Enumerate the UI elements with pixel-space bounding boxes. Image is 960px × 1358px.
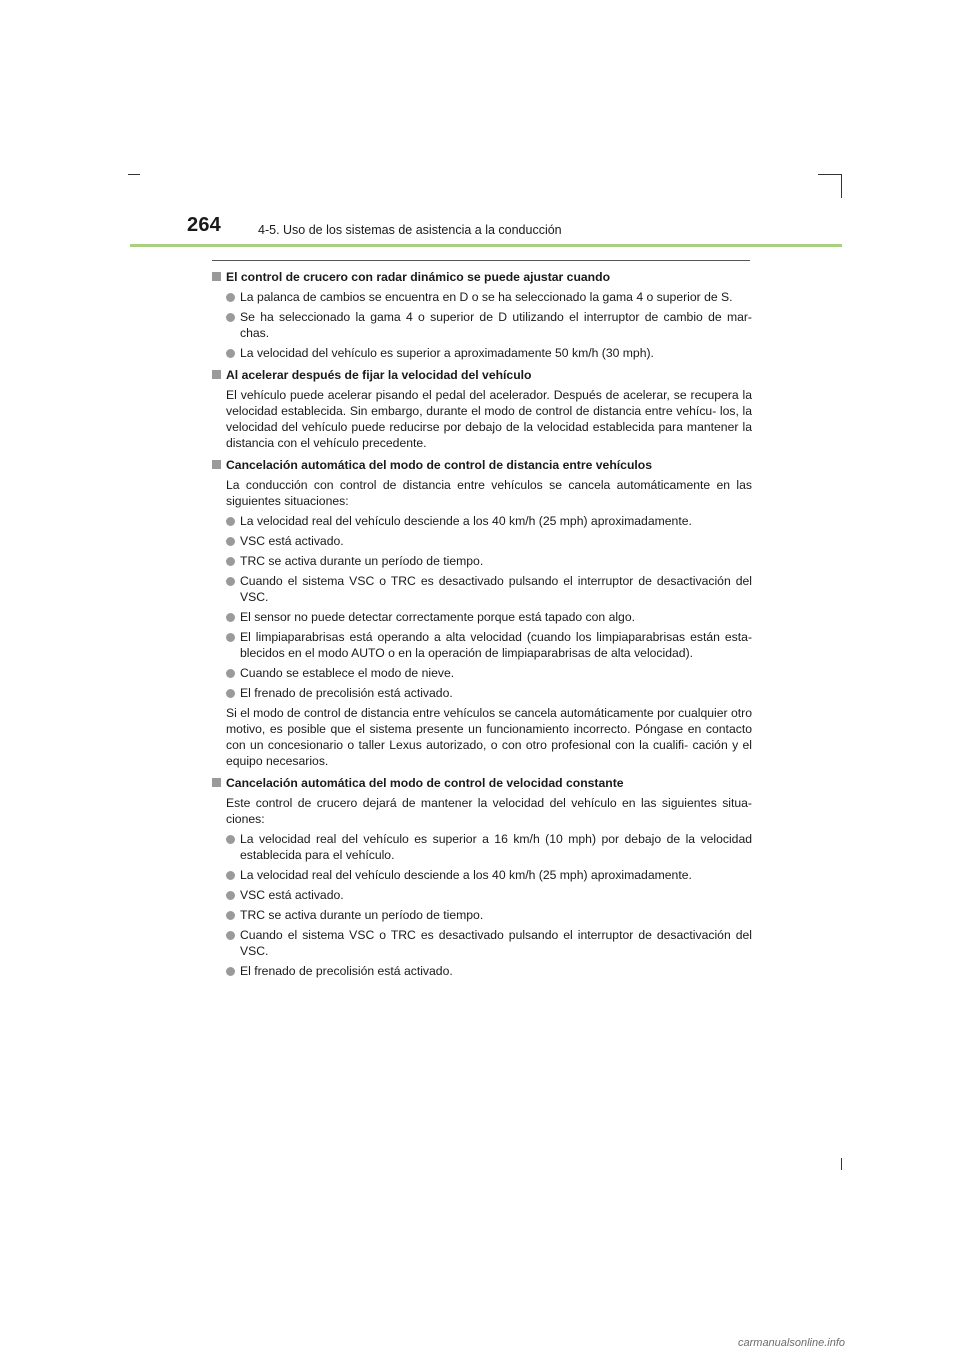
paragraph: La conducción con control de distancia entre vehículos se cancela automáticamente en las siguientes situaciones:	[226, 478, 752, 508]
circle-bullet-icon	[226, 891, 235, 900]
crop-mark-top-right-h	[818, 174, 842, 175]
section-heading	[212, 457, 752, 473]
list-item	[226, 513, 752, 529]
list-item-text: La velocidad del vehículo es superior a aproximadamente 50 km/h (30 mph).	[240, 346, 654, 360]
list-item	[226, 831, 752, 863]
content-body	[212, 269, 752, 983]
circle-bullet-icon	[226, 911, 235, 920]
square-bullet-icon	[212, 370, 221, 379]
watermark: carmanualsonline.info	[738, 1337, 846, 1349]
list-item	[226, 533, 752, 549]
circle-bullet-icon	[226, 349, 235, 358]
crop-mark-top-left	[128, 174, 140, 175]
list-item-text: El limpiaparabrisas está operando a alta velocidad (cuando los limpiaparabrisas están esta- blecidos en el modo AUTO o en la operación de limpiaparabrisas de alta velocidad).	[240, 630, 752, 660]
list-item	[226, 963, 752, 979]
list-item	[226, 345, 752, 361]
list-item	[226, 553, 752, 569]
circle-bullet-icon	[226, 669, 235, 678]
crop-mark-bottom-right	[841, 1158, 842, 1170]
list-item	[226, 573, 752, 605]
section-heading	[212, 367, 752, 383]
circle-bullet-icon	[226, 537, 235, 546]
list-item-text: TRC se activa durante un período de tiempo.	[240, 908, 484, 922]
circle-bullet-icon	[226, 633, 235, 642]
list-item	[226, 289, 752, 305]
list-item-text: VSC está activado.	[240, 888, 344, 902]
page-number: 264	[187, 214, 221, 236]
list-item	[226, 629, 752, 661]
circle-bullet-icon	[226, 871, 235, 880]
list-item-text: Cuando el sistema VSC o TRC es desactivado pulsando el interruptor de desactivación del VSC.	[240, 928, 752, 958]
heading-text: Al acelerar después de fijar la velocidad del vehículo	[226, 368, 532, 382]
list-item-text: La palanca de cambios se encuentra en D o se ha seleccionado la gama 4 o superior de S.	[240, 290, 733, 304]
circle-bullet-icon	[226, 931, 235, 940]
circle-bullet-icon	[226, 557, 235, 566]
list-item-text: La velocidad real del vehículo desciende a los 40 km/h (25 mph) aproximadamente.	[240, 514, 692, 528]
list-item-text: VSC está activado.	[240, 534, 344, 548]
square-bullet-icon	[212, 778, 221, 787]
heading-text: Cancelación automática del modo de control de velocidad constante	[226, 776, 624, 790]
circle-bullet-icon	[226, 689, 235, 698]
list-item-text: La velocidad real del vehículo desciende a los 40 km/h (25 mph) aproximadamente.	[240, 868, 692, 882]
list-item	[226, 887, 752, 903]
circle-bullet-icon	[226, 835, 235, 844]
section-heading	[212, 775, 752, 791]
list-item	[226, 609, 752, 625]
square-bullet-icon	[212, 272, 221, 281]
list-item-text: Se ha seleccionado la gama 4 o superior de D utilizando el interruptor de cambio de mar- chas.	[240, 310, 752, 340]
circle-bullet-icon	[226, 613, 235, 622]
heading-text: Cancelación automática del modo de control de distancia entre vehículos	[226, 458, 652, 472]
heading-text: El control de crucero con radar dinámico se puede ajustar cuando	[226, 270, 611, 284]
list-item-text: El frenado de precolisión está activado.	[240, 686, 453, 700]
paragraph: El vehículo puede acelerar pisando el pedal del acelerador. Después de acelerar, se recupera la velocidad establecida. Sin embargo, durante el modo de control de distancia entre vehícu- los, la velocidad del vehículo puede reducirse por debajo de la velocidad establecida para mantener la distancia con el vehículo precedente.	[226, 388, 752, 450]
crop-mark-top-right-v	[841, 174, 842, 198]
paragraph: Este control de crucero dejará de mantener la velocidad del vehículo en las siguientes situa- ciones:	[226, 796, 752, 826]
circle-bullet-icon	[226, 577, 235, 586]
section-heading	[212, 269, 752, 285]
circle-bullet-icon	[226, 517, 235, 526]
circle-bullet-icon	[226, 967, 235, 976]
list-item-text: El frenado de precolisión está activado.	[240, 964, 453, 978]
circle-bullet-icon	[226, 313, 235, 322]
header-rule	[130, 244, 842, 247]
list-item	[226, 309, 752, 341]
content-rule	[212, 260, 750, 261]
list-item-text: Cuando se establece el modo de nieve.	[240, 666, 455, 680]
list-item-text: La velocidad real del vehículo es superior a 16 km/h (10 mph) por debajo de la velocidad establecida para el vehículo.	[240, 832, 752, 862]
list-item	[226, 665, 752, 681]
list-item	[226, 685, 752, 701]
list-item	[226, 867, 752, 883]
list-item-text: Cuando el sistema VSC o TRC es desactivado pulsando el interruptor de desactivación del VSC.	[240, 574, 752, 604]
list-item	[226, 927, 752, 959]
list-item-text: El sensor no puede detectar correctamente porque está tapado con algo.	[240, 610, 635, 624]
square-bullet-icon	[212, 460, 221, 469]
circle-bullet-icon	[226, 293, 235, 302]
section-title: 4-5. Uso de los sistemas de asistencia a la conducción	[258, 223, 562, 237]
paragraph: Si el modo de control de distancia entre vehículos se cancela automáticamente por cualquier otro motivo, es posible que el sistema presente un funcionamiento incorrecto. Póngase en contacto con un concesionario o taller Lexus autorizado, o con otro profesional con la cualifi- cación y el equipo necesarios.	[226, 706, 752, 768]
list-item-text: TRC se activa durante un período de tiempo.	[240, 554, 484, 568]
list-item	[226, 907, 752, 923]
